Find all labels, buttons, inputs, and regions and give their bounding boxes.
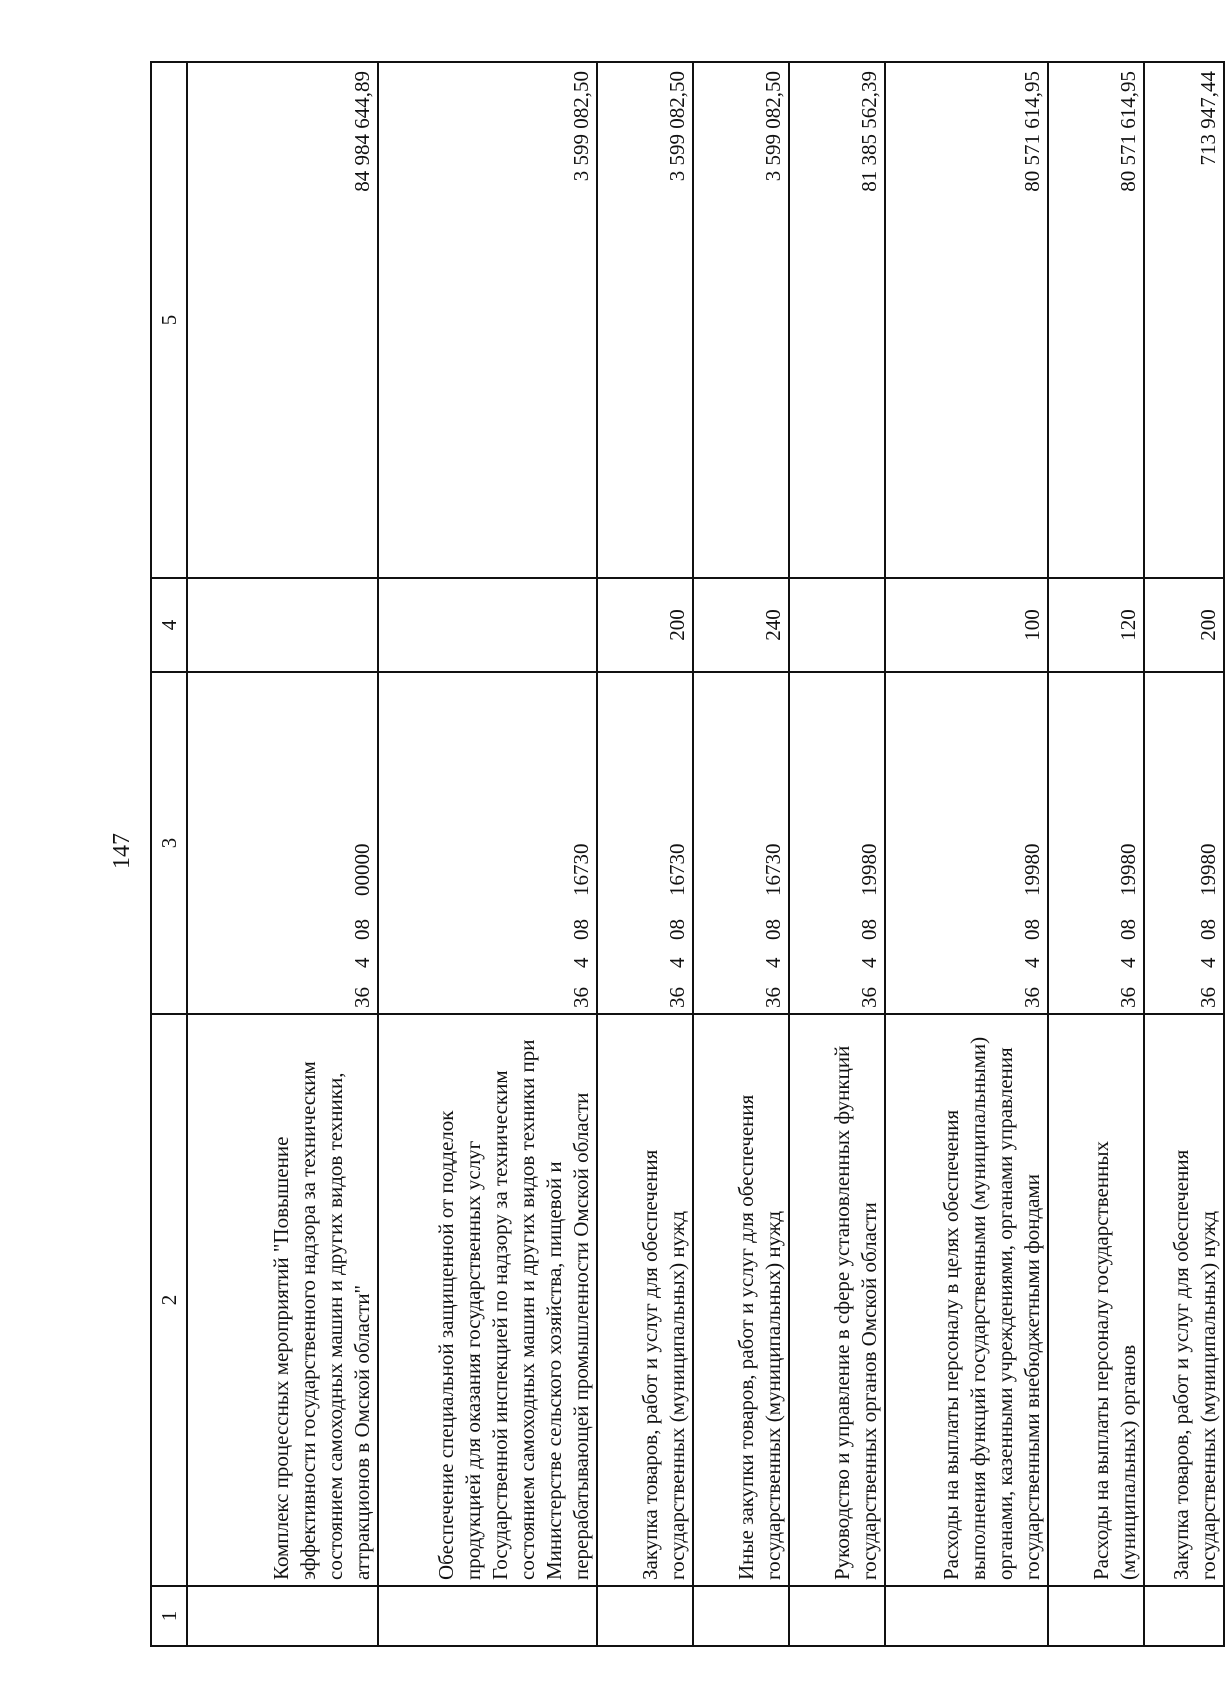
code-segment: 19980 <box>857 843 882 896</box>
code-segment: 36 <box>1196 987 1220 1008</box>
code-segment: 4 <box>761 957 786 968</box>
code-segment: 08 <box>568 919 593 940</box>
row-type-cell <box>789 578 885 672</box>
code-segment: 4 <box>350 957 375 968</box>
header-col-3: 3 <box>151 672 187 1014</box>
table-viewport <box>150 61 1225 1647</box>
code-segment: 16730 <box>568 843 593 896</box>
code-segment: 16730 <box>761 843 786 896</box>
row-amount-cell: 3 599 082,50 <box>693 62 789 578</box>
table-row <box>187 62 378 1646</box>
code-segment: 4 <box>1196 957 1220 968</box>
code-segment: 36 <box>665 987 690 1008</box>
row-amount-cell: 713 947,44 <box>1144 62 1224 578</box>
table-row <box>1144 62 1224 1646</box>
row-name-cell: Расходы на выплаты персоналу в целях обеспечения выполнения функций государственными (муниципальными) органами, казенными учреждениями, органами управления государственными внебюджетными фондами <box>885 1014 1047 1586</box>
code-segment: 00000 <box>350 843 375 896</box>
header-col-4: 4 <box>151 578 187 672</box>
budget-table <box>150 61 1225 1647</box>
code-segment: 4 <box>568 957 593 968</box>
row-index-cell <box>187 1586 378 1646</box>
row-amount-cell: 80 571 614,95 <box>1048 62 1144 578</box>
code-segment: 4 <box>1019 957 1044 968</box>
row-name-cell: Иные закупки товаров, работ и услуг для обеспечения государственных (муниципальных) нужд <box>693 1014 789 1586</box>
header-col-5: 5 <box>151 62 187 578</box>
code-segment: 08 <box>1115 919 1140 940</box>
row-type-cell: 120 <box>1048 578 1144 672</box>
row-code-cell <box>187 672 378 1014</box>
row-code-cell <box>1144 672 1224 1014</box>
row-code-cell <box>693 672 789 1014</box>
row-index-cell <box>378 1586 597 1646</box>
code-segment: 4 <box>857 957 882 968</box>
code-segment: 36 <box>568 987 593 1008</box>
row-type-cell <box>378 578 597 672</box>
row-index-cell <box>885 1586 1047 1646</box>
row-code-cell <box>378 672 597 1014</box>
row-amount-cell: 3 599 082,50 <box>597 62 693 578</box>
code-segment: 36 <box>857 987 882 1008</box>
code-segment: 36 <box>761 987 786 1008</box>
row-type-cell: 100 <box>885 578 1047 672</box>
code-segment: 08 <box>857 919 882 940</box>
table-row <box>378 62 597 1646</box>
row-name-cell: Закупка товаров, работ и услуг для обеспечения государственных (муниципальных) нужд <box>1144 1014 1224 1586</box>
table-row <box>789 62 885 1646</box>
header-row <box>151 62 187 1646</box>
code-segment: 4 <box>665 957 690 968</box>
row-type-cell <box>187 578 378 672</box>
code-segment: 36 <box>350 987 375 1008</box>
row-code-cell <box>597 672 693 1014</box>
code-segment: 08 <box>665 919 690 940</box>
code-segment: 16730 <box>665 843 690 896</box>
code-segment: 08 <box>350 919 375 940</box>
row-index-cell <box>597 1586 693 1646</box>
row-amount-cell: 80 571 614,95 <box>885 62 1047 578</box>
row-name-cell: Закупка товаров, работ и услуг для обеспечения государственных (муниципальных) нужд <box>597 1014 693 1586</box>
code-segment: 19980 <box>1019 843 1044 896</box>
table-row <box>885 62 1047 1646</box>
header-col-1: 1 <box>151 1586 187 1646</box>
row-type-cell: 240 <box>693 578 789 672</box>
row-index-cell <box>1144 1586 1224 1646</box>
page-number: 147 <box>109 833 135 869</box>
row-index-cell <box>693 1586 789 1646</box>
row-code-cell <box>1048 672 1144 1014</box>
table-row <box>597 62 693 1646</box>
code-segment: 08 <box>761 919 786 940</box>
code-segment: 4 <box>1115 957 1140 968</box>
code-segment: 36 <box>1115 987 1140 1008</box>
code-segment: 08 <box>1019 919 1044 940</box>
table-row <box>1048 62 1144 1646</box>
header-col-2: 2 <box>151 1014 187 1586</box>
code-segment: 08 <box>1196 919 1220 940</box>
row-index-cell <box>1048 1586 1144 1646</box>
row-code-cell <box>885 672 1047 1014</box>
row-name-cell: Комплекс процессных мероприятий "Повышение эффективности государственного надзора за техническим состоянием самоходных машин и других видов техники, аттракционов в Омской области" <box>187 1014 378 1586</box>
table-row <box>693 62 789 1646</box>
row-type-cell: 200 <box>1144 578 1224 672</box>
budget-table-container <box>150 61 1225 1647</box>
row-code-cell <box>789 672 885 1014</box>
table-body <box>187 62 1224 1646</box>
row-amount-cell: 84 984 644,89 <box>187 62 378 578</box>
row-name-cell: Руководство и управление в сфере установленных функций государственных органов Омской области <box>789 1014 885 1586</box>
row-name-cell: Расходы на выплаты персоналу государственных (муниципальных) органов <box>1048 1014 1144 1586</box>
code-segment: 36 <box>1019 987 1044 1008</box>
code-segment: 19980 <box>1196 843 1220 896</box>
row-name-cell: Обеспечение специальной защищенной от подделок продукцией для оказания государственных услуг Государственной инспекцией по надзору за техническим состоянием самоходных машин и других видов техники при Министерстве сельского хозяйства, пищевой и перерабатывающей промышленности Омской области <box>378 1014 597 1586</box>
row-index-cell <box>789 1586 885 1646</box>
row-amount-cell: 3 599 082,50 <box>378 62 597 578</box>
code-segment: 19980 <box>1115 843 1140 896</box>
row-amount-cell: 81 385 562,39 <box>789 62 885 578</box>
row-type-cell: 200 <box>597 578 693 672</box>
